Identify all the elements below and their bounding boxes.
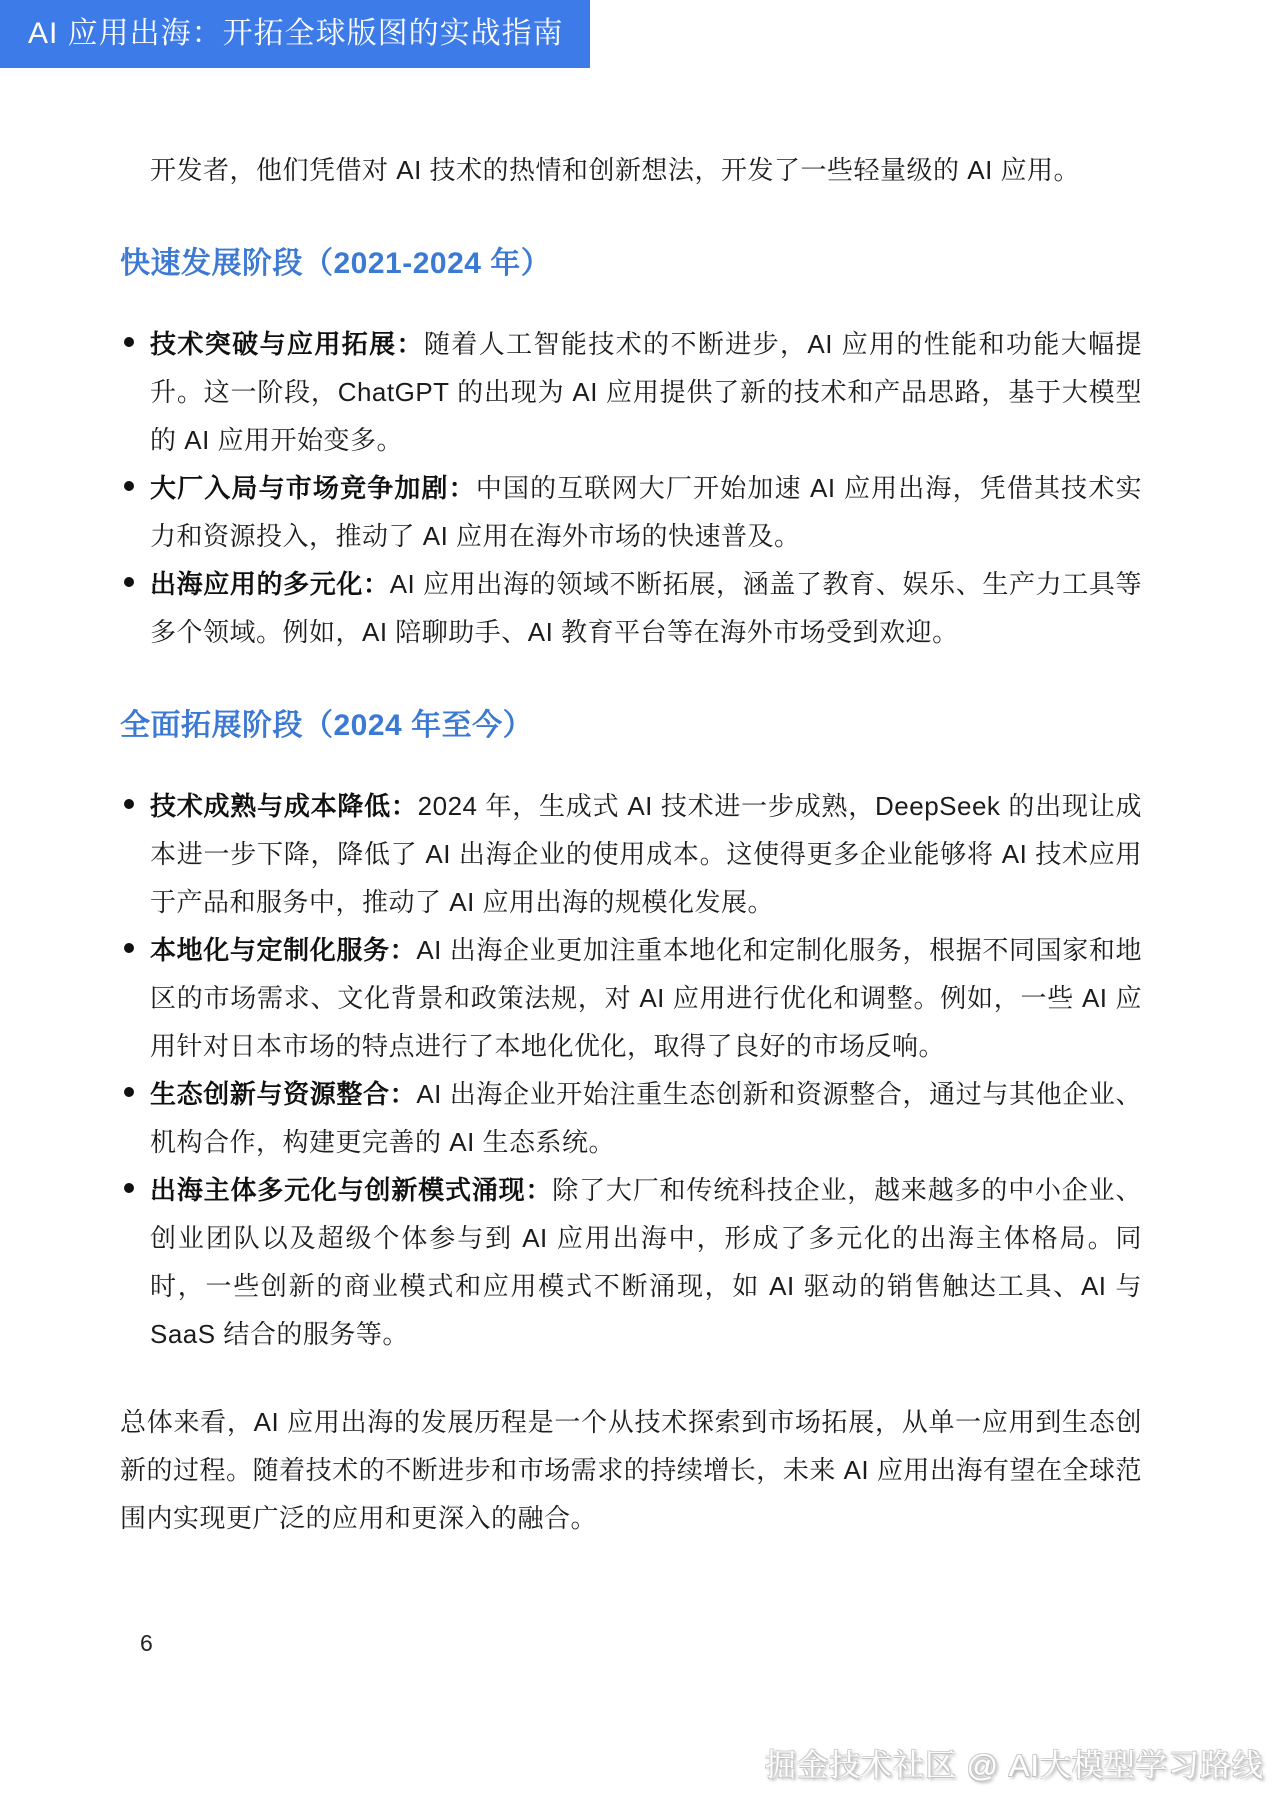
bullet-item <box>150 320 1142 464</box>
bullet-text: AI 出海企业开始注重生态创新和资源整合，通过与其他企业、机构合作，构建更完善的 AI 生态系统。 <box>150 1079 1142 1157</box>
page-header-title: AI 应用出海：开拓全球版图的实战指南 <box>28 17 564 50</box>
bullet-lead: 出海主体多元化与创新模式涌现： <box>150 1175 553 1205</box>
bullet-item <box>150 1166 1142 1358</box>
bullet-lead: 技术成熟与成本降低： <box>150 791 418 821</box>
bullet-text: 2024 年，生成式 AI 技术进一步成熟，DeepSeek 的出现让成本进一步下降，降低了 AI 出海企业的使用成本。这使得更多企业能够将 AI 技术应用于产品和服务中，推动了 AI 应用出海的规模化发展。 <box>150 791 1142 917</box>
bullet-lead: 技术突破与应用拓展： <box>150 329 424 359</box>
section-full-expansion <box>120 704 1142 1358</box>
bullet-lead: 出海应用的多元化： <box>150 569 390 599</box>
bullet-item <box>150 926 1142 1070</box>
watermark-text: 掘金技术社区 @ AI大模型学习路线 <box>765 1748 1264 1783</box>
intro-paragraph: 开发者，他们凭借对 AI 技术的热情和创新想法，开发了一些轻量级的 AI 应用。 <box>150 155 1081 185</box>
document-body <box>0 146 1280 1542</box>
section-heading: 快速发展阶段（2021-2024 年） <box>120 247 552 280</box>
bullet-list <box>120 782 1142 1358</box>
bullet-list <box>120 320 1142 656</box>
bullet-item <box>150 464 1142 560</box>
bullet-text: 随着人工智能技术的不断进步，AI 应用的性能和功能大幅提升。这一阶段，ChatGPT 的出现为 AI 应用提供了新的技术和产品思路，基于大模型的 AI 应用开始变多。 <box>150 329 1142 455</box>
bullet-text: AI 出海企业更加注重本地化和定制化服务，根据不同国家和地区的市场需求、文化背景和政策法规，对 AI 应用进行优化和调整。例如，一些 AI 应用针对日本市场的特点进行了本地化优化，取得了良好的市场反响。 <box>150 935 1142 1061</box>
bullet-lead: 大厂入局与市场竞争加剧： <box>150 473 476 503</box>
bullet-item <box>150 1070 1142 1166</box>
bullet-text: 中国的互联网大厂开始加速 AI 应用出海，凭借其技术实力和资源投入，推动了 AI 应用在海外市场的快速普及。 <box>150 473 1142 551</box>
bullet-item <box>150 560 1142 656</box>
page-number: 6 <box>140 1630 153 1656</box>
closing-paragraph: 总体来看，AI 应用出海的发展历程是一个从技术探索到市场拓展，从单一应用到生态创新的过程。随着技术的不断进步和市场需求的持续增长，未来 AI 应用出海有望在全球范围内实现更广泛的应用和更深入的融合。 <box>120 1407 1142 1533</box>
bullet-lead: 生态创新与资源整合： <box>150 1079 417 1109</box>
page-header-banner <box>0 0 590 68</box>
bullet-text: AI 应用出海的领域不断拓展，涵盖了教育、娱乐、生产力工具等多个领域。例如，AI 陪聊助手、AI 教育平台等在海外市场受到欢迎。 <box>150 569 1142 647</box>
bullet-item <box>150 782 1142 926</box>
section-heading: 全面拓展阶段（2024 年至今） <box>120 709 534 742</box>
section-rapid-growth <box>120 242 1142 656</box>
bullet-text: 除了大厂和传统科技企业，越来越多的中小企业、创业团队以及超级个体参与到 AI 应用出海中，形成了多元化的出海主体格局。同时，一些创新的商业模式和应用模式不断涌现，如 AI 驱动的销售触达工具、AI 与 SaaS 结合的服务等。 <box>150 1175 1142 1349</box>
bullet-lead: 本地化与定制化服务： <box>150 935 417 965</box>
